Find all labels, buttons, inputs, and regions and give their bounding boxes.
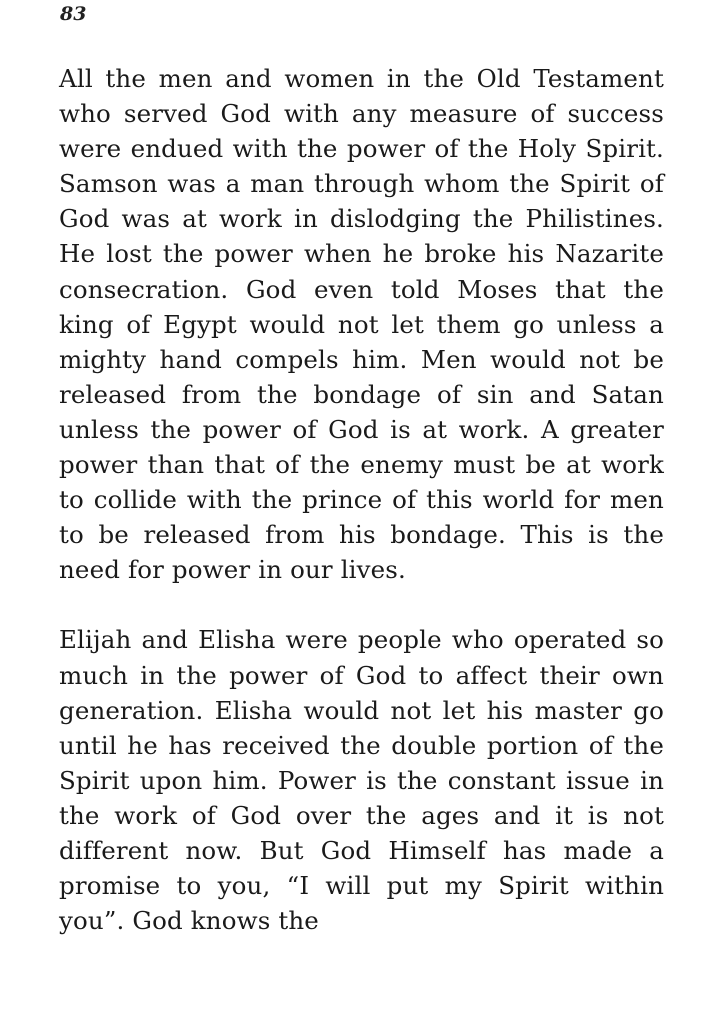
page-number: 83	[60, 3, 87, 25]
paragraph-elijah-and-elisha: Elijah and Elisha were people who operated so much in the power of God to affect their own generation. Elisha would not let his master go until he has received the double portion of the Spirit upon him. Power is the constant issue in the work of God over the ages and it is not different now. But God Himself has made a promise to you, “I will put my Spirit within you”. God knows the	[59, 625, 664, 936]
page-body	[59, 61, 664, 938]
paragraph-power-of-holy-spirit: All the men and women in the Old Testament who served God with any measure of success were endued with the power of the Holy Spirit. Samson was a man through whom the Spirit of God was at work in dislodging the Philistines. He lost the power when he broke his Nazarite consecration. God even told Moses that the king of Egypt would not let them go unless a mighty hand compels him. Men would not be released from the bondage of sin and Satan unless the power of God is at work. A greater power than that of the enemy must be at work to collide with the prince of this world for men to be released from his bondage. This is the need for power in our lives.	[59, 64, 664, 585]
